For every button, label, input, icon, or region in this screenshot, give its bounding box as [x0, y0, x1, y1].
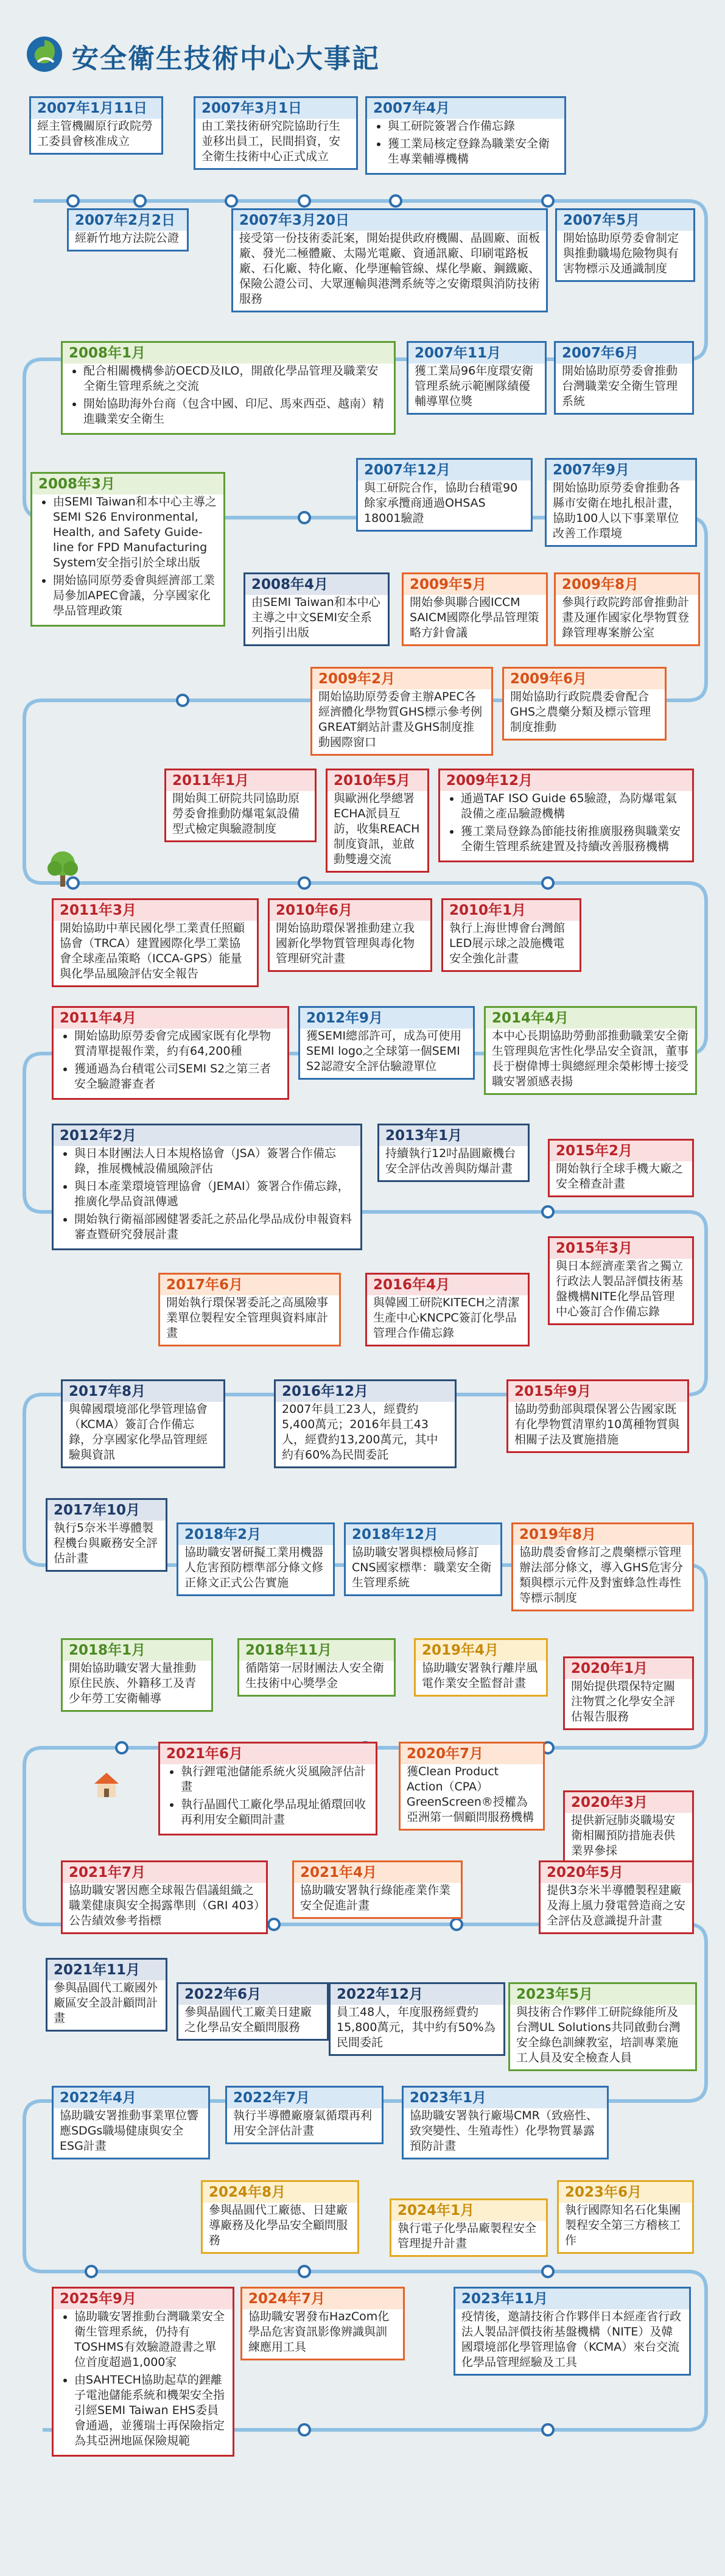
- event-card: 2009年6月 開始協助行政院農委會配合GHS之農藥分類及標示管理制度推動: [502, 667, 667, 741]
- event-card: 2007年1月11日 經主管機關原行政院勞工委員會核准成立: [29, 96, 163, 155]
- event-card: 2015年3月 與日本經濟產業省之獨立行政法人製品評價技術基盤機構NITE化學品管理中心簽訂合作備忘錄: [548, 1236, 694, 1325]
- event-card: 2024年1月 執行電子化學品廠製程安全管理提升計畫: [390, 2198, 548, 2257]
- event-card: 2017年10月 執行5奈米半導體製程機台與廠務安全評估計畫: [46, 1498, 167, 1572]
- event-card: 2007年3月1日 由工業技術研究院協助行生並移出員工，民間捐資，安全衛生技術中心正式成立: [194, 96, 358, 170]
- event-card: 2021年4月 協助職安署執行綠能產業作業安全促進計畫: [292, 1860, 463, 1919]
- event-card: 2015年2月 開始執行全球手機大廠之安全稽查計畫: [548, 1139, 694, 1197]
- event-card: 2015年9月 協助勞動部與環保署公告國家既有化學物質清單約10萬種物質與相關子法及實施措施: [506, 1379, 689, 1453]
- event-card: 2010年5月 與歐洲化學總署ECHA派員互訪，收集REACH制度資訊，並啟動雙邊交流: [326, 769, 429, 873]
- event-card: 2018年12月 協助職安署與標檢局修訂CNS國家標準：職業安全衛生管理系統: [344, 1522, 502, 1596]
- event-card: 2008年1月 • 配合相關機構參訪OECD及ILO，開啟化學品管理及職業安全衛生管理系統之交流 • 開始協助海外台商（包含中國、印尼、馬來西亞、越南）精進職業安全衛生: [61, 341, 396, 435]
- event-card: 2023年1月 協助職安署執行廠場CMR（致癌性、致突變性、生殖毒性）化學物質暴露預防計畫: [402, 2086, 609, 2159]
- event-card: 2008年3月 • 由SEMI Taiwan和本中心主導之SEMI S26 Environmental, Health, and Safety Guide-line for FPD Manufacturing System安全指引於全球出版 • 開始協同原勞委會與經濟部工業局參加APEC會議，分享國家化學品管理政策: [30, 472, 225, 627]
- event-card: 2009年5月 開始參與聯合國ICCM SAICM國際化學品管理策略方針會議: [402, 572, 548, 646]
- event-card: 2022年12月 員工48人，年度服務經費約15,800萬元，其中約有50%為民間委託: [329, 1982, 505, 2056]
- event-card: 2022年7月 執行半導體廠廢氣循環再利用安全評估計畫: [225, 2086, 384, 2144]
- event-card: 2011年1月 開始與工研院共同協助原勞委會推動防爆電氣設備型式檢定與驗證制度: [164, 769, 317, 842]
- event-card: 2017年8月 與韓國環境部化學管理協會（KCMA）簽訂合作備忘錄，分享國家化學品管理經驗與資訊: [61, 1379, 225, 1468]
- event-card: 2023年11月 疫情後，邀請技術合作夥伴日本經產省行政法人製品評價技術基盤機構（NITE）及韓國環境部化學管理協會（KCMA）來台交流化學品管理經驗及工具: [454, 2287, 691, 2376]
- event-card: 2012年9月 獲SEMI總部許可，成為可使用SEMI logo之全球第一個SEMI S2認證安全評估驗證單位: [298, 1006, 475, 1080]
- event-card: 2007年5月 開始協助原勞委會制定與推動職場危險物與有害物標示及通識制度: [555, 208, 695, 282]
- event-card: 2021年7月 協助職安署因應全球報告倡議組織之職業健康與安全揭露準則（GRI 403）公告績效參考指標: [61, 1860, 268, 1934]
- event-card: 2016年12月 2007年員工23人，經費約5,400萬元；2016年員工43人，經費約13,200萬元，其中約有60%為民間委託: [274, 1379, 457, 1468]
- event-card: 2020年3月 提供新冠肺炎職場安衛相關預防措施表供業界參採: [563, 1790, 694, 1864]
- event-card: 2009年8月 參與行政院跨部會推動計畫及運作國家化學物質登錄管理專案辦公室: [554, 572, 700, 646]
- event-card: 2014年4月 本中心長期協助勞動部推動職業安全衛生管理與危害性化學品安全資訊，董事長于樹偉博士與總經理余榮彬博士接受職安署頒感表揚: [484, 1006, 697, 1095]
- event-card: 2022年4月 協助職安署推動事業單位響應SDGs職場健康與安全ESG計畫: [52, 2086, 210, 2159]
- page-title: 安全衛生技術中心大事記: [72, 43, 380, 74]
- event-card: 2024年8月 參與晶圓代工廠德、日建廠導廠務及化學品安全顧問服務: [201, 2180, 359, 2254]
- event-card: 2020年7月 獲Clean Product Action（CPA）GreenScreen®授權為亞洲第一個顧問服務機構: [399, 1742, 545, 1831]
- event-card: 2021年11月 參與晶圓代工廠國外廠區安全設計顧問計畫: [46, 1958, 167, 2032]
- event-card: 2007年6月 開始協助原勞委會推動台灣職業安全衛生管理系統: [554, 341, 694, 415]
- event-card: 2018年1月 開始協助職安署大量推動原住民族、外籍移工及青少年勞工安衛輔導: [61, 1638, 213, 1712]
- house-icon: [91, 1769, 122, 1800]
- event-card: 2022年6月 參與晶圓代工廠美日建廠之化學品安全顧問服務: [177, 1982, 329, 2041]
- event-card: 2007年3月20日 接受第一份技術委託案，開始提供政府機關、晶圓廠、面板廠、發光二極體廠、太陽光電廠、資通訊廠、印刷電路板廠、石化廠、特化廠、化學運輸管線、煤化學廠、鋼鐵廠、保險公證公司、大眾運輸與港灣系統等之安衛環與消防技術服務: [231, 208, 548, 312]
- event-card: 2020年1月 開始提供環保特定關注物質之化學安全評估報告服務: [563, 1656, 694, 1730]
- event-card: 2016年4月 與韓國工研院KITECH之清潔生產中心KNCPC簽訂化學品管理合作備忘錄: [365, 1273, 530, 1346]
- event-card: 2017年6月 開始執行環保署委託之高風險事業單位製程安全管理與資料庫計畫: [158, 1273, 341, 1346]
- event-card: 2018年2月 協助職安署研擬工業用機器人危害預防標準部分條文修正條文正式公告實施: [177, 1522, 335, 1596]
- event-card: 2020年5月 提供3奈米半導體製程建廠及海上風力發電營造商之安全評估及意識提升計畫: [539, 1860, 694, 1934]
- event-card: 2013年1月 持續執行12吋晶圓廠機台安全評估改善與防爆計畫: [377, 1124, 530, 1182]
- event-card: 2009年2月 開始協助原勞委會主辦APEC各經濟體化學物質GHS標示參考例GREAT網站計畫及GHS制度推動國際窗口: [310, 667, 493, 756]
- tree-icon: [41, 846, 84, 889]
- event-card: 2007年9月 開始協助原勞委會推動各縣市安衛在地扎根計畫，協助100人以下事業單位改善工作環境: [545, 458, 697, 547]
- event-card: 2019年8月 協助農委會修訂之農藥標示管理辦法部分條文，導入GHS危害分類與標示元件及對蜜蜂急性毒性等標示制度: [511, 1522, 694, 1611]
- event-card: 2011年4月 • 開始協助原勞委會完成國家既有化學物質清單提報作業，約有64,200種 • 獲通過為台積電公司SEMI S2之第三者安全驗證審查者: [52, 1006, 289, 1100]
- event-card: 2018年11月 循階第一居財團法人安全衛生技術中心獎學金: [237, 1638, 396, 1697]
- event-card: 2010年1月 執行上海世博會台灣館LED展示球之設施機電安全強化計畫: [441, 898, 581, 972]
- event-card: 2007年4月 • 與工研院簽署合作備忘錄 • 獲工業局核定登錄為職業安全衛生專業輔導機構: [365, 96, 566, 175]
- event-card: 2023年6月 執行國際知名石化集團製程安全第三方稽核工作: [557, 2180, 694, 2254]
- event-card: 2007年2月2日 經新竹地方法院公證: [67, 208, 189, 252]
- event-card: 2024年7月 協助職安署發布HazCom化學品危害資訊影像辨識與訓練應用工具: [240, 2287, 405, 2360]
- event-card: 2007年12月 與工研院合作，協助台積電90餘家承攬商通過OHSAS 18001驗證: [356, 458, 533, 532]
- event-card: 2010年6月 開始協助環保署推動建立我國新化學物質管理與毒化物管理研究計畫: [268, 898, 432, 972]
- event-card: 2025年9月 • 協助職安署推動台灣職業安全衛生管理系統，仍持有TOSHMS有效驗證證書之單位首度超過1,000家 • 由SAHTECH協助起草的鋰離子電池儲能系統和機架安全指引經SEMI Taiwan EHS委員會通過，並獲瑞士再保險指定為其亞洲地區保險規範: [52, 2287, 234, 2457]
- event-card: 2023年5月 與技術合作夥伴工研院綠能所及台灣UL Solutions共同啟動台灣安全綠色訓練教室，培訓專業施工人員及安全檢查人員: [508, 1982, 697, 2071]
- event-card: 2012年2月 • 與日本財團法人日本規格協會（JSA）簽署合作備忘錄，推展機械設備風險評估 • 與日本產業環境管理協會（JEMAI）簽署合作備忘錄，推廣化學品資訊傳遞 • 開始執行衛福部國健署委託之菸品化學品成份申報資料審查暨研究發展計畫: [52, 1124, 362, 1250]
- event-card: 2008年4月 由SEMI Taiwan和本中心主導之中文SEMI安全系列指引出版: [243, 572, 390, 646]
- event-card: 2009年12月 • 通過TAF ISO Guide 65驗證，為防爆電氣設備之產品驗證機構 • 獲工業局登錄為節能技術推廣服務與職業安全衛生管理系統建置及持續改善服務機構: [438, 769, 694, 862]
- event-card: 2021年6月 • 執行鋰電池儲能系統火災風險評估計畫 • 執行晶圓代工廠化學品現址循環回收再利用安全顧問計畫: [158, 1742, 377, 1835]
- event-card: 2019年4月 協助職安署執行離岸風電作業安全監督計畫: [414, 1638, 548, 1697]
- event-card: 2011年3月 開始協助中華民國化學工業責任照顧協會（TRCA）建置國際化學工業協會全球產品策略（ICCA-GPS）能量與化學品風險評估安全報告: [52, 898, 259, 987]
- event-card: 2007年11月 獲工業局96年度環安衛管理系統示範團隊績優輔導單位獎: [407, 341, 547, 415]
